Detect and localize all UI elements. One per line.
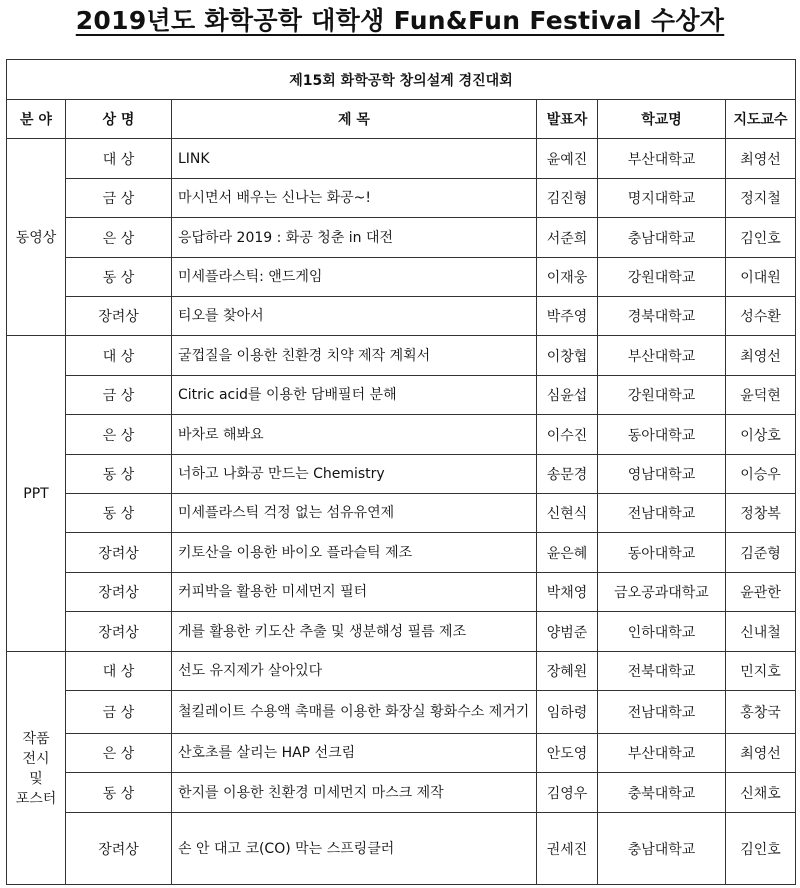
- advisor-cell: 홍창국: [726, 691, 796, 734]
- advisor-cell: 성수환: [726, 297, 796, 336]
- presenter-cell: 이재웅: [537, 258, 598, 297]
- header-award: 상 명: [66, 100, 172, 139]
- school-cell: 전남대학교: [598, 691, 726, 734]
- advisor-cell: 최영선: [726, 336, 796, 376]
- table-row: [7, 218, 796, 258]
- field-video: 동영상: [7, 139, 66, 336]
- school-cell: 명지대학교: [598, 179, 726, 218]
- title-cell: 산호초를 살리는 HAP 선크림: [172, 734, 537, 773]
- table-row: [7, 258, 796, 297]
- school-cell: 동아대학교: [598, 415, 726, 455]
- advisor-cell: 윤관한: [726, 573, 796, 612]
- presenter-cell: 임하령: [537, 691, 598, 734]
- school-cell: 충북대학교: [598, 773, 726, 813]
- school-cell: 충남대학교: [598, 218, 726, 258]
- title-cell: 철킬레이트 수용액 촉매를 이용한 화장실 황화수소 제거기: [172, 691, 537, 734]
- title-cell: 미세플라스틱: 앤드게임: [172, 258, 537, 297]
- field-ppt: PPT: [7, 336, 66, 652]
- award-cell: 장려상: [66, 813, 172, 885]
- advisor-cell: 이대원: [726, 258, 796, 297]
- contest-title: 제15회 화학공학 창의설계 경진대회: [7, 60, 796, 100]
- title-cell: 키토산을 이용한 바이오 플라슽틱 제조: [172, 533, 537, 573]
- school-cell: 인하대학교: [598, 612, 726, 652]
- advisor-cell: 최영선: [726, 139, 796, 179]
- award-cell: 금 상: [66, 691, 172, 734]
- field-line: 작품: [22, 731, 50, 747]
- school-cell: 부산대학교: [598, 336, 726, 376]
- presenter-cell: 장혜원: [537, 652, 598, 691]
- header-advisor: 지도교수: [726, 100, 796, 139]
- school-cell: 영남대학교: [598, 455, 726, 494]
- advisor-cell: 민지호: [726, 652, 796, 691]
- title-cell: 티오를 찾아서: [172, 297, 537, 336]
- table-header-row: [7, 100, 796, 139]
- award-cell: 은 상: [66, 734, 172, 773]
- award-cell: 대 상: [66, 336, 172, 376]
- presenter-cell: 권세진: [537, 813, 598, 885]
- table-row: [7, 336, 796, 376]
- school-cell: 강원대학교: [598, 258, 726, 297]
- advisor-cell: 정지철: [726, 179, 796, 218]
- school-cell: 부산대학교: [598, 139, 726, 179]
- award-cell: 동 상: [66, 494, 172, 533]
- presenter-cell: 신현식: [537, 494, 598, 533]
- table-row: [7, 415, 796, 455]
- award-cell: 금 상: [66, 179, 172, 218]
- award-cell: 장려상: [66, 533, 172, 573]
- table-row: [7, 533, 796, 573]
- header-field: 분 야: [7, 100, 66, 139]
- award-cell: 동 상: [66, 455, 172, 494]
- award-cell: 금 상: [66, 376, 172, 415]
- award-cell: 은 상: [66, 415, 172, 455]
- title-cell: Citric acid를 이용한 담배필터 분해: [172, 376, 537, 415]
- presenter-cell: 김진형: [537, 179, 598, 218]
- school-cell: 경북대학교: [598, 297, 726, 336]
- table-row: [7, 376, 796, 415]
- field-exhibition-poster: [7, 652, 66, 885]
- school-cell: 전남대학교: [598, 494, 726, 533]
- title-cell: LINK: [172, 139, 537, 179]
- title-cell: 커피박을 활용한 미세먼지 필터: [172, 573, 537, 612]
- table-row: [7, 139, 796, 179]
- school-cell: 충남대학교: [598, 813, 726, 885]
- presenter-cell: 박채영: [537, 573, 598, 612]
- table-row: [7, 691, 796, 734]
- presenter-cell: 이수진: [537, 415, 598, 455]
- table-row: [7, 734, 796, 773]
- table-row: [7, 455, 796, 494]
- award-cell: 대 상: [66, 139, 172, 179]
- advisor-cell: 김인호: [726, 813, 796, 885]
- field-line: 포스터: [15, 791, 57, 807]
- header-presenter: 발표자: [537, 100, 598, 139]
- presenter-cell: 이창협: [537, 336, 598, 376]
- table-row: [7, 573, 796, 612]
- school-cell: 부산대학교: [598, 734, 726, 773]
- awards-table: [6, 59, 796, 885]
- award-cell: 동 상: [66, 258, 172, 297]
- table-row: [7, 612, 796, 652]
- advisor-cell: 김준형: [726, 533, 796, 573]
- field-line: 전시: [22, 751, 50, 767]
- award-cell: 장려상: [66, 573, 172, 612]
- title-cell: 선도 유지제가 살아있다: [172, 652, 537, 691]
- presenter-cell: 심윤섭: [537, 376, 598, 415]
- school-cell: 강원대학교: [598, 376, 726, 415]
- title-cell: 미세플라스틱 걱정 없는 섬유유연제: [172, 494, 537, 533]
- title-cell: 손 안 대고 코(CO) 막는 스프링클러: [172, 813, 537, 885]
- award-cell: 동 상: [66, 773, 172, 813]
- advisor-cell: 이승우: [726, 455, 796, 494]
- title-cell: 응답하라 2019 : 화공 청춘 in 대전: [172, 218, 537, 258]
- presenter-cell: 양범준: [537, 612, 598, 652]
- advisor-cell: 정창복: [726, 494, 796, 533]
- presenter-cell: 서준희: [537, 218, 598, 258]
- title-cell: 한지를 이용한 친환경 미세먼지 마스크 제작: [172, 773, 537, 813]
- presenter-cell: 김영우: [537, 773, 598, 813]
- advisor-cell: 이상호: [726, 415, 796, 455]
- field-line: 및: [29, 771, 43, 787]
- title-cell: 너하고 나화공 만드는 Chemistry: [172, 455, 537, 494]
- advisor-cell: 신내철: [726, 612, 796, 652]
- header-title: 제 목: [172, 100, 537, 139]
- title-cell: 굴껍질을 이용한 친환경 치약 제작 계획서: [172, 336, 537, 376]
- title-cell: 마시면서 배우는 신나는 화공~!: [172, 179, 537, 218]
- presenter-cell: 윤은혜: [537, 533, 598, 573]
- award-cell: 대 상: [66, 652, 172, 691]
- advisor-cell: 신채호: [726, 773, 796, 813]
- presenter-cell: 윤예진: [537, 139, 598, 179]
- table-row: [7, 494, 796, 533]
- title-cell: 게를 활용한 키도산 추출 및 생분해성 필름 제조: [172, 612, 537, 652]
- header-school: 학교명: [598, 100, 726, 139]
- presenter-cell: 송문경: [537, 455, 598, 494]
- award-cell: 장려상: [66, 612, 172, 652]
- school-cell: 전북대학교: [598, 652, 726, 691]
- advisor-cell: 윤덕현: [726, 376, 796, 415]
- school-cell: 금오공과대학교: [598, 573, 726, 612]
- presenter-cell: 박주영: [537, 297, 598, 336]
- award-cell: 장려상: [66, 297, 172, 336]
- table-row: [7, 813, 796, 885]
- school-cell: 동아대학교: [598, 533, 726, 573]
- advisor-cell: 최영선: [726, 734, 796, 773]
- table-row: [7, 297, 796, 336]
- presenter-cell: 안도영: [537, 734, 598, 773]
- table-row: [7, 773, 796, 813]
- table-row: [7, 179, 796, 218]
- advisor-cell: 김인호: [726, 218, 796, 258]
- page-title: 2019년도 화학공학 대학생 Fun&Fun Festival 수상자: [75, 6, 725, 35]
- title-cell: 바차로 해봐요: [172, 415, 537, 455]
- table-row: [7, 652, 796, 691]
- award-cell: 은 상: [66, 218, 172, 258]
